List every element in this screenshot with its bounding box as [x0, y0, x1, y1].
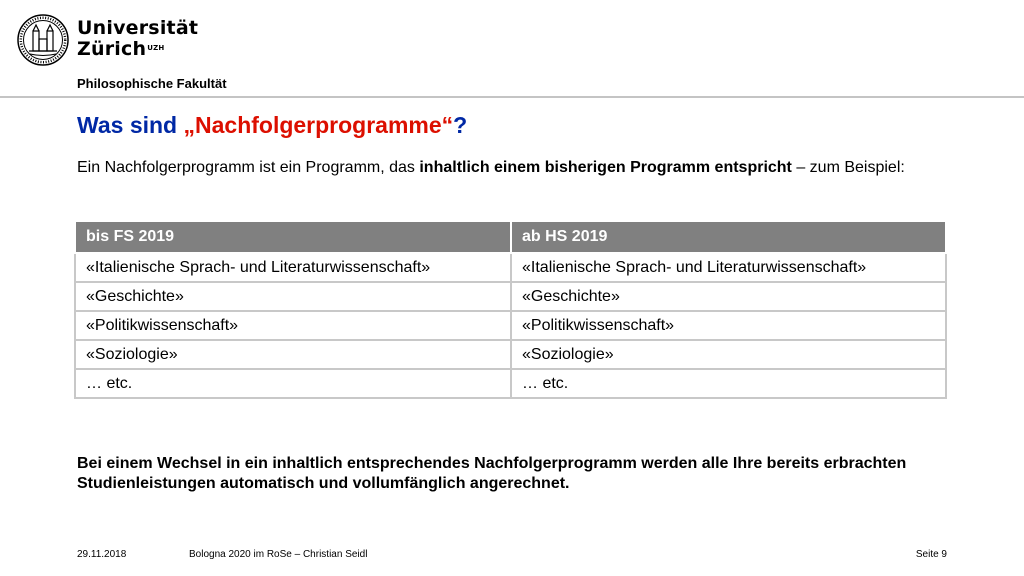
table-cell-old: … etc. [75, 369, 511, 398]
table-cell-new: … etc. [511, 369, 946, 398]
table-header-row [75, 221, 946, 253]
table-row [75, 340, 946, 369]
table-row [75, 282, 946, 311]
table-cell-new: «Geschichte» [511, 282, 946, 311]
table-cell-new: «Politikwissenschaft» [511, 311, 946, 340]
university-city: Zürich [77, 38, 147, 60]
footer-presentation-title: Bologna 2020 im RoSe – Christian Seidl [189, 549, 368, 560]
program-table [74, 220, 947, 399]
footer-date: 29.11.2018 [77, 549, 127, 560]
table-row [75, 253, 946, 282]
intro-bold: inhaltlich einem bisherigen Programm entspricht [419, 159, 792, 176]
table-header-new: ab HS 2019 [511, 221, 946, 253]
university-seal-logo [17, 14, 69, 66]
intro-text-1: Ein Nachfolgerprogramm ist ein Programm, das [77, 159, 420, 176]
table-cell-new: «Soziologie» [511, 340, 946, 369]
title-highlight: „Nachfolgerprogramme“ [183, 112, 454, 138]
table-row [75, 311, 946, 340]
faculty-name: Philosophische Fakultät [77, 76, 227, 91]
title-suffix: ? [453, 112, 468, 138]
table-header-old: bis FS 2019 [75, 221, 511, 253]
intro-text-2: – zum Beispiel: [791, 159, 905, 176]
slide-title [77, 112, 467, 139]
table-row [75, 369, 946, 398]
table-cell-old: «Soziologie» [75, 340, 511, 369]
intro-paragraph [77, 157, 937, 178]
table-cell-old: «Italienische Sprach- und Literaturwissenschaft» [75, 253, 511, 282]
university-name-line1: Universität [77, 17, 199, 39]
table-cell-old: «Politikwissenschaft» [75, 311, 511, 340]
university-abbr: UZH [147, 44, 165, 52]
university-name-line2 [77, 39, 198, 60]
university-name [77, 18, 198, 60]
title-prefix: Was sind [77, 112, 184, 138]
table-cell-new: «Italienische Sprach- und Literaturwissenschaft» [511, 253, 946, 282]
table-cell-old: «Geschichte» [75, 282, 511, 311]
header-divider [0, 96, 1024, 98]
footer-page-number: Seite 9 [915, 549, 947, 560]
conclusion-text: Bei einem Wechsel in ein inhaltlich entsprechendes Nachfolgerprogramm werden alle Ihre bereits erbrachten Studienleistungen automatisch und vollumfänglich angerechnet. [77, 455, 907, 492]
